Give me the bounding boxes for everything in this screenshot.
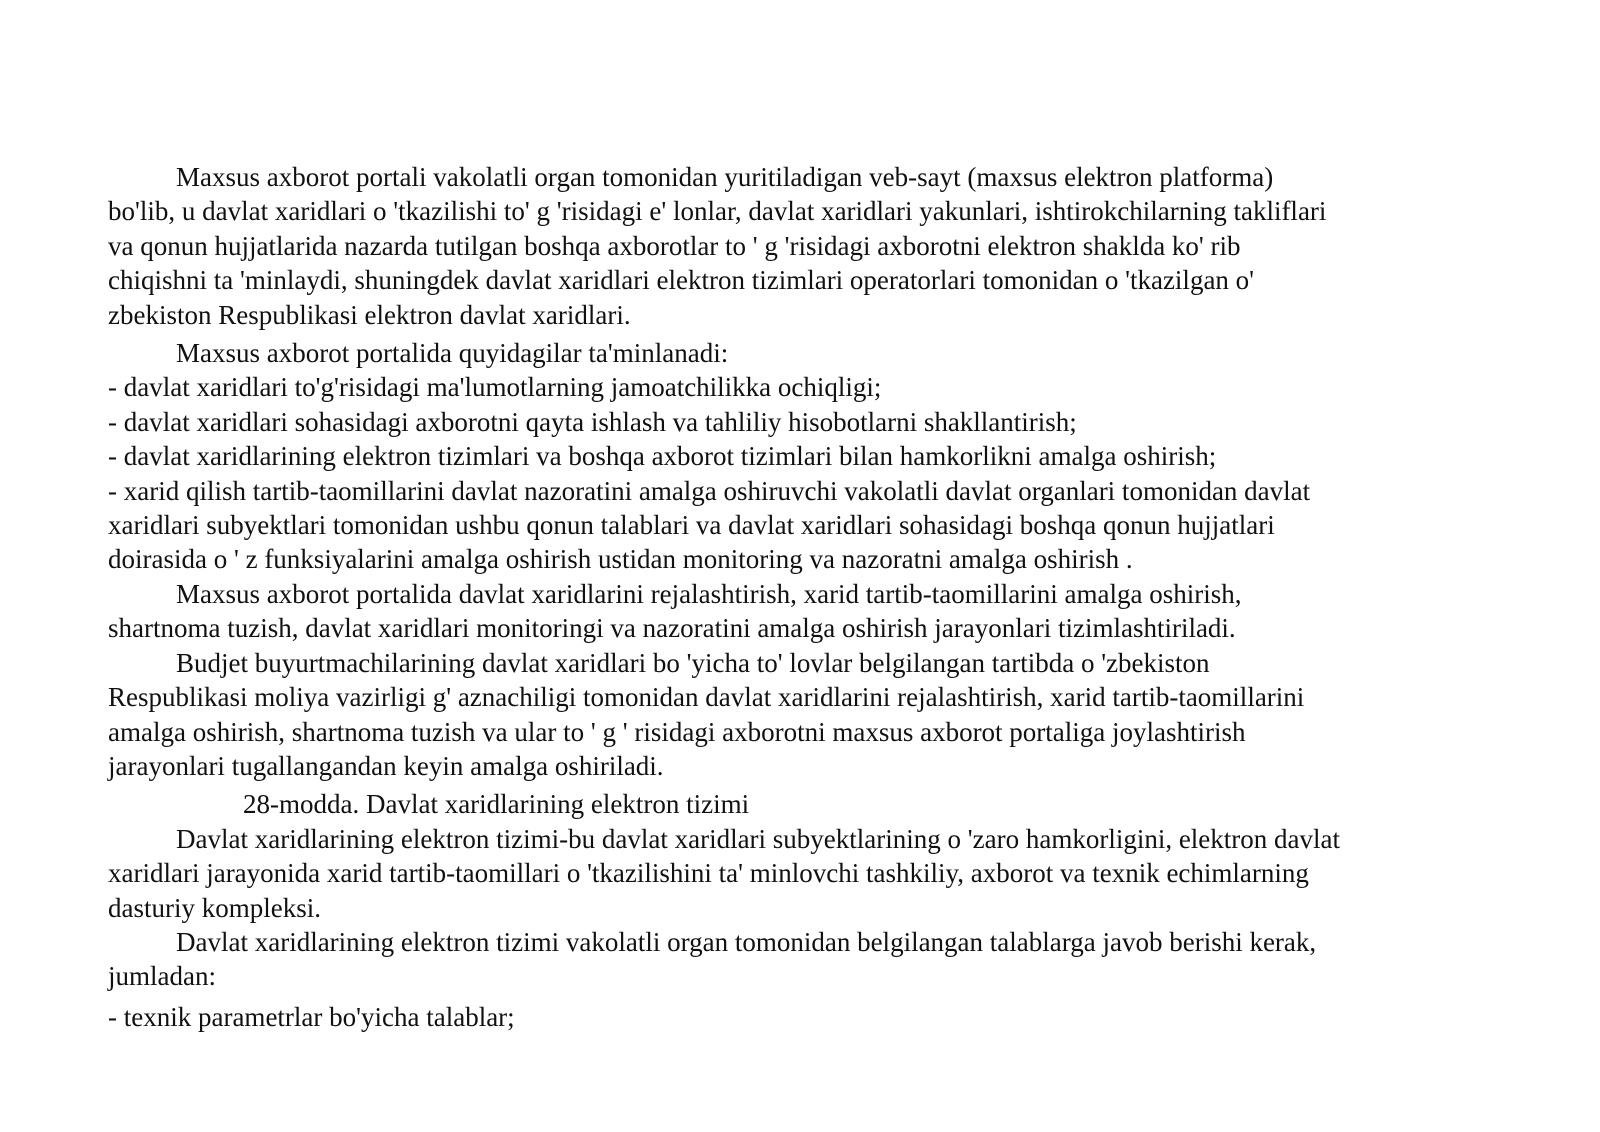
text-line: bo'lib, u davlat xaridlari o 'tkazilishi to' g 'risidagi e' lonlar, davlat xaridlari yakunlari, ishtirokchilarning takliflari (108, 196, 1327, 227)
text-line: dasturiy kompleksi. (108, 892, 321, 923)
text-line: Maxsus axborot portalida quyidagilar ta'minlanadi: (176, 338, 729, 369)
text-line: jumladan: (108, 961, 216, 992)
article-title: 28-modda. Davlat xaridlarining elektron tizimi (243, 789, 750, 820)
text-line: Respublikasi moliya vazirligi g' aznachiligi tomonidan davlat xaridlarini rejalashtirish, xarid tartib-taomillarini (108, 682, 1305, 713)
paragraph-budget-payments (108, 646, 1500, 784)
paragraph-electronic-system-definition (108, 822, 1500, 925)
text-line: zbekiston Respublikasi elektron davlat xaridlari. (108, 299, 631, 330)
text-line: va qonun hujjatlarida nazarda tutilgan boshqa axborotlar to ' g 'risidagi axborotni elektron shaklda ko' rib (108, 230, 1241, 261)
text-line: xaridlari jarayonida xarid tartib-taomillari o 'tkazilishini ta' minlovchi tashkiliy, axborot va texnik echimlarning (108, 858, 1309, 889)
text-line: Maxsus axborot portalida davlat xaridlarini rejalashtirish, xarid tartib-taomillarini amalga oshirish, (176, 578, 1242, 609)
paragraph-electronic-system-requirements (108, 925, 1500, 994)
list-item: - davlat xaridlari sohasidagi axborotni qayta ishlash va tahliliy hisobotlarni shakllantirish; (108, 406, 1077, 437)
list-item: - davlat xaridlari to'g'risidagi ma'lumotlarning jamoatchilikka ochiqligi; (108, 372, 882, 403)
text-line: Davlat xaridlarining elektron tizimi-bu davlat xaridlari subyektlarining o 'zaro hamkorligini, elektron davlat (176, 823, 1341, 854)
paragraph-portal-systemization (108, 577, 1500, 646)
article-heading (108, 787, 1500, 821)
text-line: jarayonlari tugallangandan keyin amalga oshiriladi. (108, 750, 664, 781)
list-item: - xarid qilish tartib-taomillarini davlat nazoratini amalga oshiruvchi vakolatli davlat organlari tomonidan davlat (108, 475, 1311, 506)
requirements-list (108, 1000, 1500, 1034)
text-line: Budjet buyurtmachilarining davlat xaridlari bo 'yicha to' lovlar belgilangan tartibda o 'zbekiston (176, 647, 1210, 678)
list-item: - davlat xaridlarining elektron tizimlari va boshqa axborot tizimlari bilan hamkorlikni amalga oshirish; (108, 441, 1217, 472)
text-line: amalga oshirish, shartnoma tuzish va ular to ' g ' risidagi axborotni maxsus axborot portaliga joylashtirish (108, 716, 1246, 747)
text-line: Maxsus axborot portali vakolatli organ tomonidan yuritiladigan veb-sayt (maxsus elektron platforma) (176, 162, 1274, 192)
list-item-continuation: xaridlari subyektlari tomonidan ushbu qonun talablari va davlat xaridlari sohasidagi boshqa qonun hujjatlari (108, 510, 1275, 541)
paragraph-portal-provides (108, 336, 1500, 577)
text-line: shartnoma tuzish, davlat xaridlari monitoringi va nazoratini amalga oshirish jarayonlari tizimlashtiriladi. (108, 613, 1236, 644)
list-item-continuation: doirasida o ' z funksiyalarini amalga oshirish ustidan monitoring va nazoratni amalga oshirish . (108, 544, 1133, 575)
list-item: - texnik parametrlar bo'yicha talablar; (108, 1001, 515, 1032)
paragraph-portal-definition (108, 160, 1500, 332)
text-line: Davlat xaridlarining elektron tizimi vakolatli organ tomonidan belgilangan talablarga javob berishi kerak, (176, 926, 1317, 957)
text-line: chiqishni ta 'minlaydi, shuningdek davlat xaridlari elektron tizimlari operatorlari tomonidan o 'tkazilgan o' (108, 265, 1255, 296)
document-page (108, 160, 1500, 1034)
